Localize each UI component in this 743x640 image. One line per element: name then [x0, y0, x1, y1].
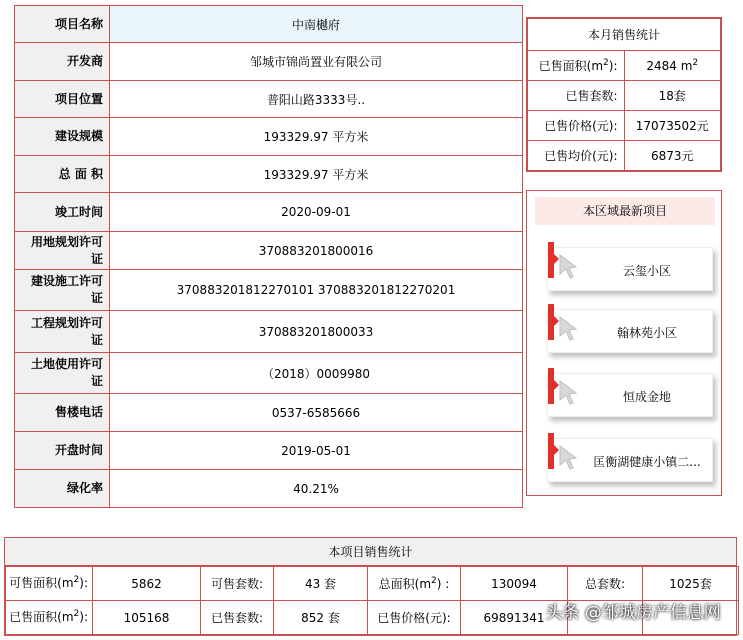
info-row-construction-permit	[15, 270, 523, 311]
latest-project-link[interactable]	[547, 373, 713, 417]
info-row-green-rate	[15, 470, 523, 508]
sold-area-value: 105168	[93, 601, 201, 635]
available-units-label: 可售套数:	[201, 567, 274, 601]
avg-price-value: 6873元	[624, 141, 721, 171]
latest-project-link[interactable]	[547, 309, 713, 353]
info-label: 用地规划许可证	[15, 232, 110, 270]
flag-icon	[548, 433, 554, 469]
info-value: 193329.97 平方米	[110, 118, 523, 156]
info-value: 2019-05-01	[110, 432, 523, 470]
total-area-value: 130094	[461, 567, 568, 601]
info-value: 370883201800033	[110, 311, 523, 353]
info-label: 建设施工许可证	[15, 270, 110, 311]
info-value: 40.21%	[110, 470, 523, 508]
project-info-table	[14, 5, 523, 508]
info-value: 193329.97 平方米	[110, 156, 523, 193]
info-row-engineering-permit	[15, 311, 523, 353]
latest-project-name: 恒成金地	[622, 390, 671, 404]
monthly-sales-panel	[526, 17, 722, 172]
sold-price-value: 17073502元	[624, 111, 721, 141]
sales-row-available	[6, 567, 739, 601]
info-row-scale	[15, 118, 523, 156]
latest-project-name: 匡衡湖健康小镇二...	[593, 455, 701, 469]
latest-project-link[interactable]	[547, 438, 713, 482]
info-value: 邹城市锦尚置业有限公司	[110, 43, 523, 81]
flag-icon	[548, 304, 554, 340]
flag-icon	[548, 368, 554, 404]
info-value: 中南樾府	[110, 6, 523, 43]
info-row-name	[15, 6, 523, 43]
info-label: 土地使用许可证	[15, 353, 110, 394]
info-row-sales-phone	[15, 394, 523, 432]
available-units-value: 43 套	[274, 567, 368, 601]
sold-area-value: 2484 $m^2$	[624, 51, 721, 81]
avg-price-label: 已售均价(元):	[528, 141, 625, 171]
watermark: 头条 @邹城房产信息网	[545, 603, 721, 623]
total-area-label: 总面积$(m^2)$ :	[368, 567, 461, 601]
info-value: 2020-09-01	[110, 193, 523, 232]
info-row-opening	[15, 432, 523, 470]
info-value: 370883201800016	[110, 232, 523, 270]
info-label: 项目位置	[15, 81, 110, 118]
info-label: 开发商	[15, 43, 110, 81]
info-row-location	[15, 81, 523, 118]
info-row-land-permit	[15, 232, 523, 270]
sold-units-value: 18套	[624, 81, 721, 111]
info-row-land-use-permit	[15, 353, 523, 394]
sold-units-value: 852 套	[274, 601, 368, 635]
info-label: 工程规划许可证	[15, 311, 110, 353]
sold-area-label: 已售面积$(m^2)$:	[528, 51, 625, 81]
info-label: 售楼电话	[15, 394, 110, 432]
flag-icon	[548, 242, 554, 278]
info-value: 370883201812270101 370883201812270201	[110, 270, 523, 311]
info-label: 项目名称	[15, 6, 110, 43]
latest-project-name: 云玺小区	[622, 264, 671, 278]
info-label: 开盘时间	[15, 432, 110, 470]
available-area-label: 可售面积$(m^2)$:	[6, 567, 93, 601]
info-value: 0537-6585666	[110, 394, 523, 432]
info-value: 普阳山路3333号..	[110, 81, 523, 118]
latest-projects-title: 本区域最新项目	[535, 197, 715, 225]
latest-projects-panel	[526, 190, 722, 496]
sold-area-label: 已售面积$(m^2)$:	[6, 601, 93, 635]
info-label: 绿化率	[15, 470, 110, 508]
info-label: 建设规模	[15, 118, 110, 156]
info-value: （2018）0009980	[110, 353, 523, 394]
monthly-sales-title: 本月销售统计	[528, 19, 721, 51]
cursor-arrow-icon	[556, 252, 582, 282]
info-row-completion	[15, 193, 523, 232]
total-units-label: 总套数:	[568, 567, 643, 601]
sold-units-label: 已售套数:	[528, 81, 625, 111]
sold-units-label: 已售套数:	[201, 601, 274, 635]
available-area-value: 5862	[93, 567, 201, 601]
cursor-arrow-icon	[556, 378, 582, 408]
cursor-arrow-icon	[556, 314, 582, 344]
info-row-total-area	[15, 156, 523, 193]
info-row-developer	[15, 43, 523, 81]
latest-project-name: 翰林苑小区	[616, 326, 677, 340]
sold-price-label: 已售价格(元):	[368, 601, 461, 635]
latest-project-link[interactable]	[547, 247, 713, 291]
cursor-arrow-icon	[556, 443, 582, 473]
info-label: 竣工时间	[15, 193, 110, 232]
project-sales-title: 本项目销售统计	[5, 538, 736, 566]
monthly-sales-table	[527, 18, 721, 171]
total-units-value: 1025套	[643, 567, 739, 601]
info-label: 总 面 积	[15, 156, 110, 193]
sold-price-label: 已售价格(元):	[528, 111, 625, 141]
sold-price-value: 69891341	[461, 601, 568, 635]
